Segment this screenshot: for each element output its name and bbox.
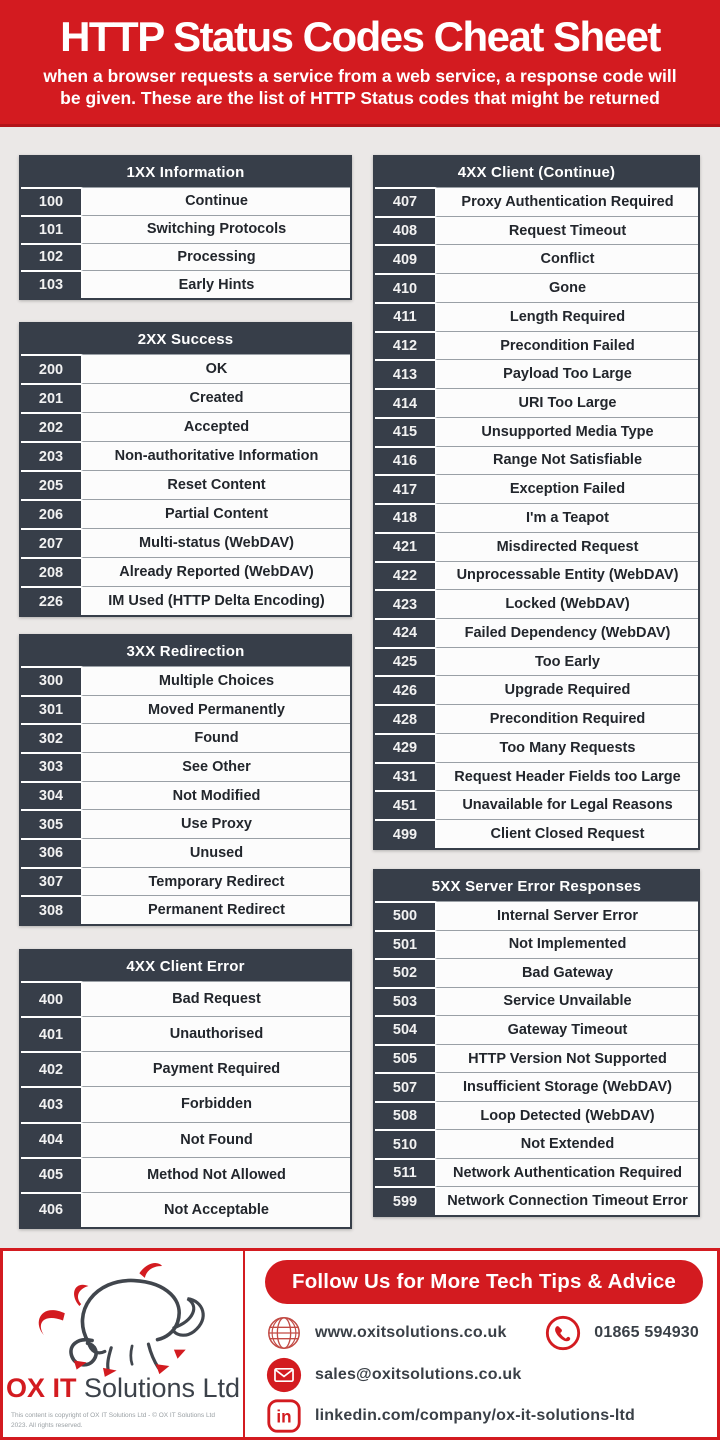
status-code: 103 xyxy=(21,270,81,298)
status-code: 207 xyxy=(21,528,81,557)
status-code: 424 xyxy=(375,618,435,647)
status-code: 307 xyxy=(21,867,81,896)
company-name-gray: Solutions Ltd xyxy=(76,1373,241,1403)
status-description: Locked (WebDAV) xyxy=(435,589,698,618)
status-description: Unavailable for Legal Reasons xyxy=(435,790,698,819)
table-row xyxy=(21,895,350,924)
status-description: Method Not Allowed xyxy=(81,1157,350,1192)
table-body xyxy=(375,901,698,1215)
status-code: 408 xyxy=(375,216,435,245)
status-code: 410 xyxy=(375,273,435,302)
status-code: 428 xyxy=(375,704,435,733)
table-row xyxy=(21,470,350,499)
bull-logo-icon xyxy=(23,1255,223,1377)
table-body xyxy=(21,187,350,298)
table-row xyxy=(21,354,350,383)
status-code: 403 xyxy=(21,1086,81,1121)
table-body xyxy=(21,666,350,924)
status-code: 405 xyxy=(21,1157,81,1192)
status-code: 201 xyxy=(21,383,81,412)
table-header: 1XX Information xyxy=(21,157,350,187)
status-code: 413 xyxy=(375,359,435,388)
status-code: 423 xyxy=(375,589,435,618)
table-row xyxy=(21,666,350,695)
status-description: Already Reported (WebDAV) xyxy=(81,557,350,586)
status-description: Forbidden xyxy=(81,1086,350,1121)
status-description: Not Modified xyxy=(81,781,350,810)
status-description: Network Authentication Required xyxy=(435,1158,698,1187)
table-row xyxy=(21,1086,350,1121)
status-description: Request Timeout xyxy=(435,216,698,245)
table-header: 3XX Redirection xyxy=(21,636,350,666)
table-row xyxy=(375,474,698,503)
status-description: Too Many Requests xyxy=(435,733,698,762)
status-description: Misdirected Request xyxy=(435,532,698,561)
status-description: Failed Dependency (WebDAV) xyxy=(435,618,698,647)
company-name-red: OX IT xyxy=(5,1373,77,1403)
status-code: 503 xyxy=(375,987,435,1016)
table-row xyxy=(375,958,698,987)
status-code: 417 xyxy=(375,474,435,503)
status-code: 404 xyxy=(21,1122,81,1157)
status-description: HTTP Version Not Supported xyxy=(435,1044,698,1073)
table-row xyxy=(21,412,350,441)
status-description: Bad Gateway xyxy=(435,958,698,987)
status-code: 412 xyxy=(375,331,435,360)
status-code: 101 xyxy=(21,215,81,243)
linkedin-link[interactable] xyxy=(265,1397,635,1435)
table-header: 4XX Client Error xyxy=(21,951,350,981)
status-code: 202 xyxy=(21,412,81,441)
table-4xx-client-error xyxy=(19,949,352,1229)
status-code: 200 xyxy=(21,354,81,383)
table-row xyxy=(21,499,350,528)
status-code: 599 xyxy=(375,1186,435,1215)
status-code: 451 xyxy=(375,790,435,819)
table-row xyxy=(375,704,698,733)
table-row xyxy=(21,528,350,557)
status-description: Continue xyxy=(81,187,350,215)
table-row xyxy=(375,733,698,762)
table-row xyxy=(21,1016,350,1051)
follow-us-banner[interactable]: Follow Us for More Tech Tips & Advice xyxy=(265,1260,703,1304)
page-subtitle: when a browser requests a service from a web service, a response code will be given. These are the list of HTTP Status codes that might be returned xyxy=(43,65,677,109)
table-row xyxy=(375,930,698,959)
status-code: 505 xyxy=(375,1044,435,1073)
table-row xyxy=(375,244,698,273)
status-code: 303 xyxy=(21,752,81,781)
status-code: 409 xyxy=(375,244,435,273)
right-column xyxy=(373,155,700,1229)
header-banner xyxy=(0,0,720,127)
status-code: 308 xyxy=(21,895,81,924)
status-code: 418 xyxy=(375,503,435,532)
status-description: Created xyxy=(81,383,350,412)
status-description: Unsupported Media Type xyxy=(435,417,698,446)
status-description: Request Header Fields too Large xyxy=(435,762,698,791)
table-row xyxy=(375,987,698,1016)
status-description: Switching Protocols xyxy=(81,215,350,243)
table-row xyxy=(375,1015,698,1044)
table-row xyxy=(21,1157,350,1192)
status-code: 421 xyxy=(375,532,435,561)
table-row xyxy=(21,1051,350,1086)
status-description: Accepted xyxy=(81,412,350,441)
linkedin-text: linkedin.com/company/ox-it-solutions-ltd xyxy=(315,1407,636,1425)
status-description: Client Closed Request xyxy=(435,819,698,848)
table-1xx-information xyxy=(19,155,352,300)
table-row xyxy=(375,417,698,446)
status-code: 426 xyxy=(375,675,435,704)
status-code: 499 xyxy=(375,819,435,848)
table-row xyxy=(375,216,698,245)
table-row xyxy=(375,1101,698,1130)
status-code: 425 xyxy=(375,647,435,676)
status-description: Precondition Failed xyxy=(435,331,698,360)
status-description: Unprocessable Entity (WebDAV) xyxy=(435,561,698,590)
phone-link[interactable] xyxy=(544,1314,699,1352)
status-description: Precondition Required xyxy=(435,704,698,733)
status-description: Processing xyxy=(81,243,350,271)
status-description: Exception Failed xyxy=(435,474,698,503)
table-row xyxy=(375,187,698,216)
status-code: 203 xyxy=(21,441,81,470)
table-row xyxy=(375,819,698,848)
status-description: See Other xyxy=(81,752,350,781)
status-description: Multi-status (WebDAV) xyxy=(81,528,350,557)
table-row xyxy=(21,586,350,615)
status-code: 507 xyxy=(375,1072,435,1101)
svg-text:in: in xyxy=(276,1407,292,1427)
status-description: Unused xyxy=(81,838,350,867)
contact-line-3 xyxy=(265,1395,703,1437)
table-row xyxy=(21,981,350,1016)
globe-icon xyxy=(265,1314,303,1352)
table-row xyxy=(375,1072,698,1101)
table-row xyxy=(21,809,350,838)
status-description: URI Too Large xyxy=(435,388,698,417)
contact-line-2 xyxy=(265,1354,703,1396)
table-row xyxy=(21,867,350,896)
table-row xyxy=(21,838,350,867)
status-code: 508 xyxy=(375,1101,435,1130)
table-row xyxy=(375,388,698,417)
table-row xyxy=(375,790,698,819)
status-description: Gateway Timeout xyxy=(435,1015,698,1044)
status-code: 422 xyxy=(375,561,435,590)
table-row xyxy=(375,618,698,647)
status-description: Range Not Satisfiable xyxy=(435,446,698,475)
status-description: Length Required xyxy=(435,302,698,331)
table-row xyxy=(21,781,350,810)
status-description: Internal Server Error xyxy=(435,901,698,930)
status-code: 510 xyxy=(375,1129,435,1158)
status-code: 304 xyxy=(21,781,81,810)
table-row xyxy=(375,675,698,704)
status-description: Moved Permanently xyxy=(81,695,350,724)
table-row xyxy=(21,723,350,752)
status-description: Temporary Redirect xyxy=(81,867,350,896)
table-row xyxy=(375,762,698,791)
status-description: Conflict xyxy=(435,244,698,273)
status-description: Early Hints xyxy=(81,270,350,298)
copyright-text: This content is copyright of OX IT Solutions Ltd - © OX IT Solutions Ltd 2023. All rights reserved. xyxy=(11,1412,215,1430)
status-code: 301 xyxy=(21,695,81,724)
website-link[interactable] xyxy=(265,1314,507,1352)
table-row xyxy=(375,1129,698,1158)
status-code: 407 xyxy=(375,187,435,216)
contact-line-1 xyxy=(265,1312,703,1354)
table-row xyxy=(21,187,350,215)
status-description: Gone xyxy=(435,273,698,302)
status-description: Payment Required xyxy=(81,1051,350,1086)
status-description: Non-authoritative Information xyxy=(81,441,350,470)
table-4xx-client-continue xyxy=(373,155,700,850)
table-row xyxy=(375,532,698,561)
company-name xyxy=(6,1373,240,1404)
status-description: Found xyxy=(81,723,350,752)
footer xyxy=(0,1248,720,1440)
status-code: 416 xyxy=(375,446,435,475)
status-code: 306 xyxy=(21,838,81,867)
status-description: I'm a Teapot xyxy=(435,503,698,532)
tables-area xyxy=(0,127,720,1229)
status-code: 205 xyxy=(21,470,81,499)
table-row xyxy=(21,215,350,243)
table-row xyxy=(375,503,698,532)
status-description: Bad Request xyxy=(81,981,350,1016)
linkedin-icon xyxy=(265,1397,303,1435)
phone-text: 01865 594930 xyxy=(594,1324,699,1342)
status-description: Insufficient Storage (WebDAV) xyxy=(435,1072,698,1101)
status-code: 415 xyxy=(375,417,435,446)
status-description: Service Unvailable xyxy=(435,987,698,1016)
status-description: Loop Detected (WebDAV) xyxy=(435,1101,698,1130)
table-row xyxy=(21,270,350,298)
table-row xyxy=(375,1158,698,1187)
table-row xyxy=(21,441,350,470)
table-row xyxy=(375,561,698,590)
status-code: 501 xyxy=(375,930,435,959)
status-code: 206 xyxy=(21,499,81,528)
table-row xyxy=(21,1122,350,1157)
table-5xx-server-error xyxy=(373,869,700,1217)
table-row xyxy=(21,557,350,586)
table-row xyxy=(21,1192,350,1227)
status-code: 511 xyxy=(375,1158,435,1187)
status-code: 401 xyxy=(21,1016,81,1051)
status-code: 406 xyxy=(21,1192,81,1227)
table-row xyxy=(21,695,350,724)
status-description: Upgrade Required xyxy=(435,675,698,704)
status-description: Not Implemented xyxy=(435,930,698,959)
table-2xx-success xyxy=(19,322,352,617)
table-row xyxy=(375,1044,698,1073)
table-row xyxy=(375,589,698,618)
table-row xyxy=(375,331,698,360)
email-link[interactable] xyxy=(265,1356,521,1394)
table-row xyxy=(375,1186,698,1215)
table-3xx-redirection xyxy=(19,634,352,926)
contact-panel xyxy=(245,1251,717,1437)
status-description: Payload Too Large xyxy=(435,359,698,388)
status-description: OK xyxy=(81,354,350,383)
table-header: 4XX Client (Continue) xyxy=(375,157,698,187)
status-code: 305 xyxy=(21,809,81,838)
phone-icon xyxy=(544,1314,582,1352)
status-description: Multiple Choices xyxy=(81,666,350,695)
table-row xyxy=(375,273,698,302)
email-text: sales@oxitsolutions.co.uk xyxy=(315,1365,522,1383)
status-description: Network Connection Timeout Error xyxy=(435,1186,698,1215)
status-description: Too Early xyxy=(435,647,698,676)
status-code: 208 xyxy=(21,557,81,586)
status-code: 502 xyxy=(375,958,435,987)
status-description: Not Found xyxy=(81,1122,350,1157)
status-code: 100 xyxy=(21,187,81,215)
status-code: 431 xyxy=(375,762,435,791)
status-code: 402 xyxy=(21,1051,81,1086)
table-body xyxy=(375,187,698,848)
table-header: 5XX Server Error Responses xyxy=(375,871,698,901)
status-description: Reset Content xyxy=(81,470,350,499)
page-title: HTTP Status Codes Cheat Sheet xyxy=(60,12,660,60)
table-row xyxy=(375,446,698,475)
status-code: 300 xyxy=(21,666,81,695)
status-description: Not Acceptable xyxy=(81,1192,350,1227)
table-header: 2XX Success xyxy=(21,324,350,354)
table-row xyxy=(21,383,350,412)
status-code: 411 xyxy=(375,302,435,331)
status-description: Partial Content xyxy=(81,499,350,528)
website-text: www.oxitsolutions.co.uk xyxy=(315,1324,507,1342)
status-code: 504 xyxy=(375,1015,435,1044)
status-code: 500 xyxy=(375,901,435,930)
table-row xyxy=(21,243,350,271)
status-description: Use Proxy xyxy=(81,809,350,838)
status-code: 226 xyxy=(21,586,81,615)
email-icon xyxy=(265,1356,303,1394)
status-description: Not Extended xyxy=(435,1129,698,1158)
company-panel xyxy=(3,1251,245,1437)
table-row xyxy=(375,901,698,930)
table-row xyxy=(375,359,698,388)
status-code: 400 xyxy=(21,981,81,1016)
table-row xyxy=(375,302,698,331)
table-row xyxy=(375,647,698,676)
table-body xyxy=(21,354,350,615)
status-description: Unauthorised xyxy=(81,1016,350,1051)
table-row xyxy=(21,752,350,781)
status-code: 414 xyxy=(375,388,435,417)
status-code: 302 xyxy=(21,723,81,752)
status-code: 102 xyxy=(21,243,81,271)
status-description: Permanent Redirect xyxy=(81,895,350,924)
status-description: Proxy Authentication Required xyxy=(435,187,698,216)
table-body xyxy=(21,981,350,1227)
status-code: 429 xyxy=(375,733,435,762)
status-description: IM Used (HTTP Delta Encoding) xyxy=(81,586,350,615)
left-column xyxy=(19,155,352,1229)
